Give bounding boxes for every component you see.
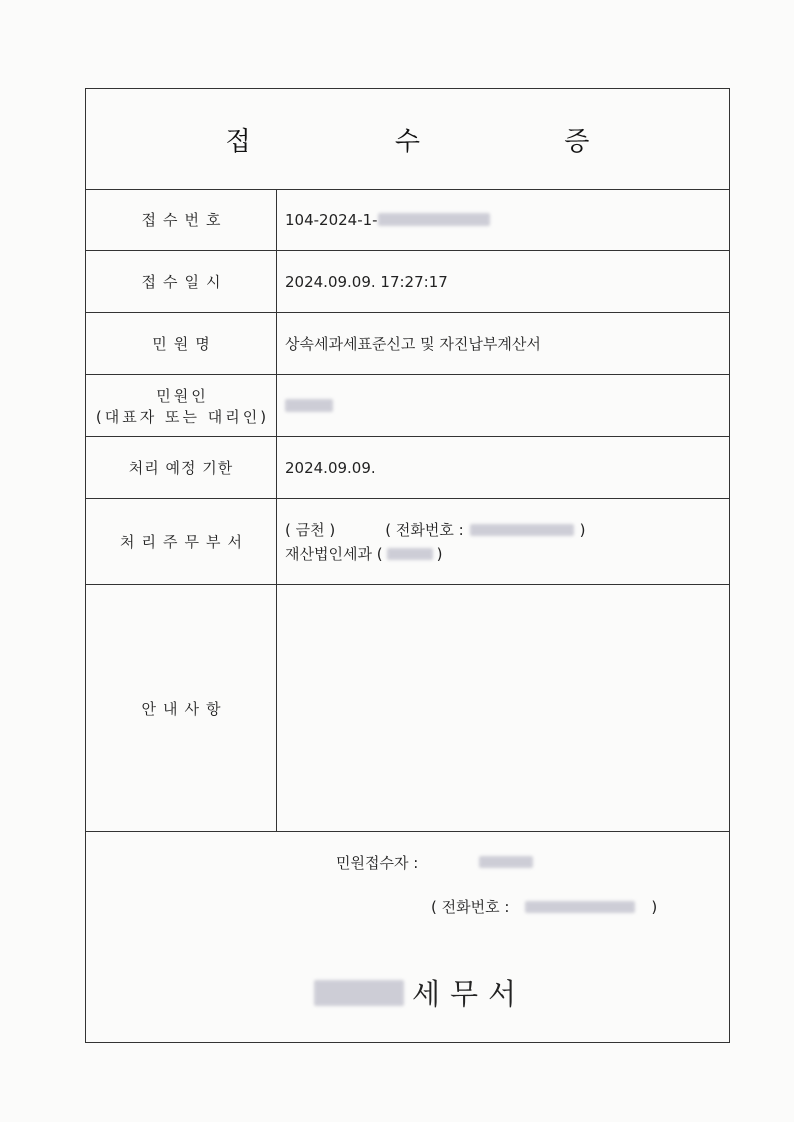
petitioner-label-line1: 민원인 — [156, 386, 209, 405]
receipt-number-row — [86, 189, 729, 251]
department-staff-redacted — [387, 548, 433, 560]
deadline-label-cell — [86, 437, 277, 498]
receiver-label: 민원접수자 : — [336, 854, 419, 872]
tax-office — [314, 972, 526, 1013]
petition-name-value-cell — [276, 313, 729, 374]
receiver-name-redacted — [479, 856, 533, 868]
department-phone-redacted — [470, 524, 574, 536]
petition-name-row — [86, 313, 729, 375]
receipt-date-label: 접수일시 — [141, 273, 228, 291]
notes-label: 안내사항 — [141, 699, 228, 718]
receipt-number-value-cell — [276, 189, 729, 250]
receipt-number-prefix: 104-2024-1- — [285, 210, 378, 229]
department-label: 처리주무부서 — [120, 533, 249, 551]
petitioner-value-cell — [276, 375, 729, 436]
footer-phone-close: ) — [651, 897, 658, 916]
department-row — [86, 499, 729, 585]
document-title: 접 수 증 — [225, 126, 658, 157]
petition-name-value: 상속세과세표준신고 및 자진납부계산서 — [285, 335, 541, 353]
tax-office-name-redacted — [314, 980, 404, 1006]
tax-office-suffix: 세무서 — [412, 977, 527, 1011]
department-value-cell — [276, 499, 729, 584]
petitioner-label-cell — [86, 375, 277, 436]
receipt-date-label-cell — [86, 251, 277, 312]
deadline-label: 처리 예정 기한 — [128, 459, 234, 477]
footer-phone-label: ( 전화번호 : — [431, 898, 510, 916]
deadline-value: 2024.09.09. — [285, 458, 376, 477]
department-label-cell — [86, 499, 277, 584]
deadline-row — [86, 437, 729, 499]
notes-label-cell — [86, 585, 277, 831]
petitioner-name-redacted — [285, 399, 333, 412]
department-phone-label: ( 전화번호 : — [385, 521, 464, 539]
receipt-date-value-cell — [276, 251, 729, 312]
petition-name-label-cell — [86, 313, 277, 374]
receipt-date-row — [86, 251, 729, 313]
notes-value-cell — [276, 585, 729, 831]
receipt-number-label-cell — [86, 189, 277, 250]
petitioner-row — [86, 375, 729, 437]
receipt-date-value: 2024.09.09. 17:27:17 — [285, 272, 448, 291]
notes-row — [86, 585, 729, 832]
footer-phone-redacted — [525, 901, 635, 913]
receipt-number-label: 접수번호 — [141, 211, 228, 229]
petition-name-label: 민원명 — [152, 335, 217, 353]
deadline-value-cell — [276, 437, 729, 498]
department-division: 재산법인세과 ( — [285, 545, 383, 563]
department-phone-close: ) — [579, 520, 586, 539]
petitioner-label-line2: (대표자 또는 대리인) — [95, 407, 270, 426]
receipt-form — [85, 88, 730, 1043]
title-row — [86, 89, 729, 190]
department-division-close: ) — [436, 544, 443, 563]
footer-phone — [431, 896, 657, 917]
department-office: ( 금천 ) — [285, 521, 336, 539]
receipt-number-redacted — [378, 213, 490, 226]
footer — [86, 832, 729, 1042]
